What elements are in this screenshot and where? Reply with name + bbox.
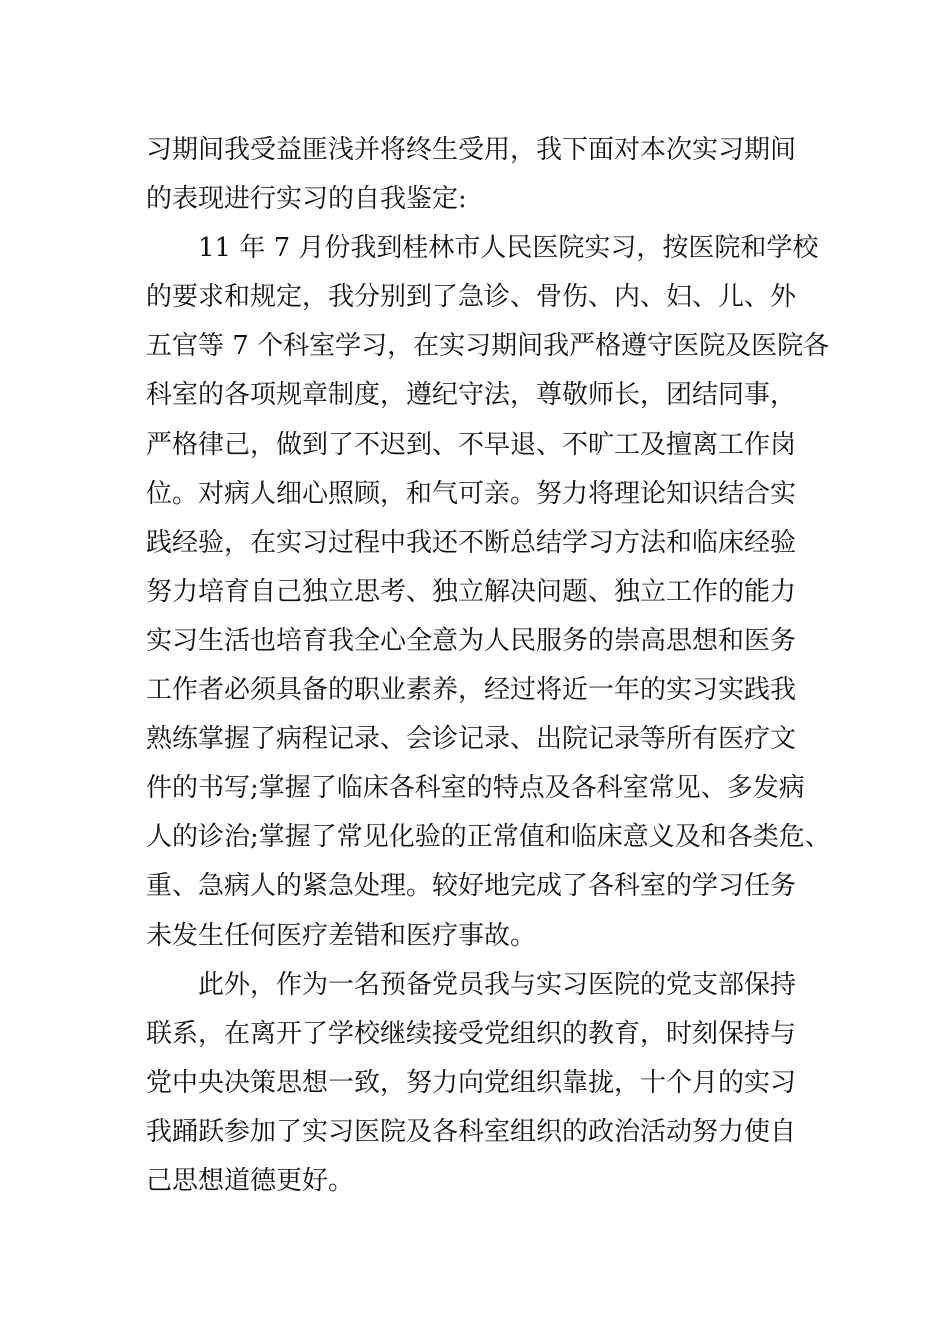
text-line: 人的诊治;掌握了常见化验的正常值和临床意义及和各类危、 xyxy=(146,822,831,853)
text-line: 五官等 7 个科室学习，在实习期间我严格遵守医院及医院各 xyxy=(146,331,830,362)
text-line: 件的书写;掌握了临床各科室的特点及各科室常见、多发病 xyxy=(146,773,805,804)
text-line: 党中央决策思想一致，努力向党组织靠拢，十个月的实习 xyxy=(146,1067,797,1098)
text-line: 努力培育自己独立思考、独立解决问题、独立工作的能力 xyxy=(146,576,797,607)
text-line: 科室的各项规章制度，遵纪守法，尊敬师长，团结同事， xyxy=(146,380,797,411)
text-line: 严格律己，做到了不迟到、不早退、不旷工及擅离工作岗 xyxy=(146,429,797,460)
text-line: 熟练掌握了病程记录、会诊记录、出院记录等所有医疗文 xyxy=(146,724,797,755)
text-line: 位。对病人细心照顾，和气可亲。努力将理论知识结合实 xyxy=(146,478,797,509)
text-line: 重、急病人的紧急处理。较好地完成了各科室的学习任务 xyxy=(146,871,797,902)
paragraph-first-line: 11 年 7 月份我到桂林市人民医院实习，按医院和学校 xyxy=(198,233,819,264)
text-line: 的表现进行实习的自我鉴定: xyxy=(146,184,467,215)
text-line: 未发生任何医疗差错和医疗事故。 xyxy=(146,920,537,951)
text-line: 联系，在离开了学校继续接受党组织的教育，时刻保持与 xyxy=(146,1018,797,1049)
text-line: 己思想道德更好。 xyxy=(146,1165,355,1196)
text-line: 实习生活也培育我全心全意为人民服务的崇高思想和医务 xyxy=(146,625,797,656)
text-line: 我踊跃参加了实习医院及各科室组织的政治活动努力使自 xyxy=(146,1116,797,1147)
paragraph-first-line: 此外，作为一名预备党员我与实习医院的党支部保持 xyxy=(198,969,797,1000)
text-line: 的要求和规定，我分别到了急诊、骨伤、内、妇、儿、外 xyxy=(146,282,797,313)
text-line: 工作者必须具备的职业素养，经过将近一年的实习实践我 xyxy=(146,675,797,706)
text-line: 践经验，在实习过程中我还不断总结学习方法和临床经验 xyxy=(146,527,797,558)
document-body xyxy=(146,126,836,1206)
text-line: 习期间我受益匪浅并将终生受用，我下面对本次实习期间 xyxy=(146,135,797,165)
